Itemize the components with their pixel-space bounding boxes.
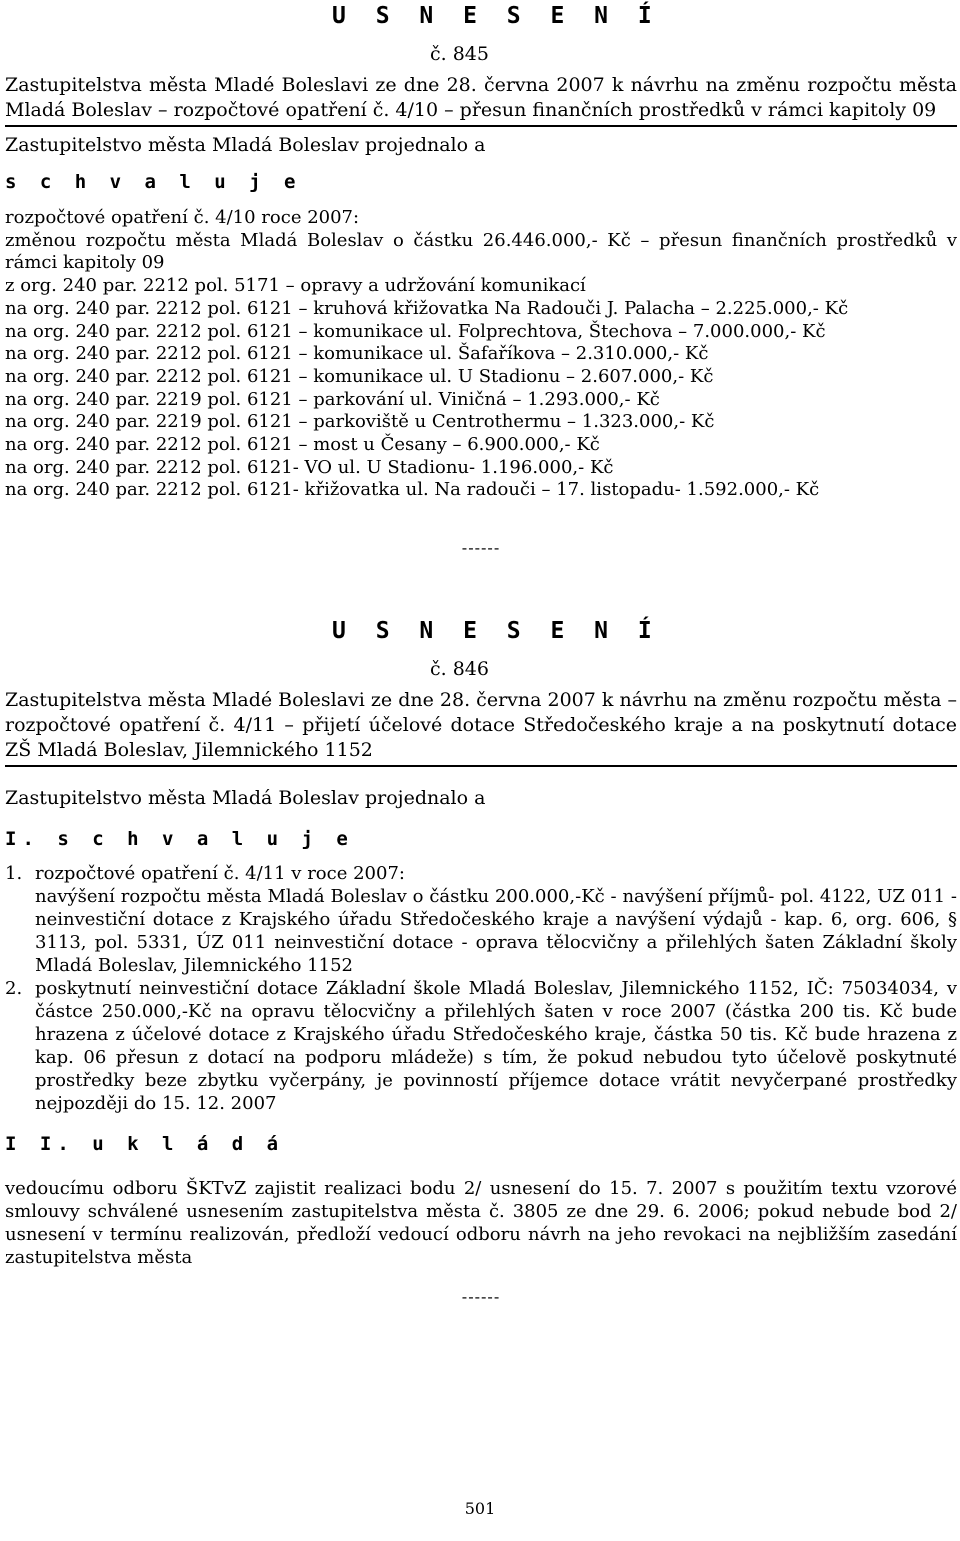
projednalo-text: Zastupitelstvo města Mladá Boleslav projednalo a (5, 787, 486, 810)
divider-line (5, 125, 957, 127)
page-number: 501 (464, 1499, 496, 1518)
uklada-text: vedoucímu odboru ŠKTvZ zajistit realizaci bodu 2/ usnesení do 15. 7. 2007 s použitím textu vzorové smlouvy schválené usnesením zastupitelstva města č. 3805 ze dne 29. 6. 2006; pokud nebude bod 2/ usnesení v termínu realizován, předloží vedoucí odboru návrh na jeho revokaci na nejbližším zasedání zastupitelstva města (5, 1178, 957, 1269)
separator: ------ (461, 1287, 501, 1307)
resolution-number: č. 846 (430, 658, 489, 681)
budget-line: z org. 240 par. 2212 pol. 5171 – opravy a udržování komunikací (5, 275, 586, 297)
budget-lines (5, 207, 957, 502)
budget-line: na org. 240 par. 2212 pol. 6121 – kruhová křižovatka Na Radouči J. Palacha – 2.225.000,- Kč (5, 297, 849, 319)
uklada-label: I I. u k l á d á (5, 1133, 285, 1156)
budget-line: rozpočtové opatření č. 4/10 roce 2007: (5, 207, 360, 228)
item-head: rozpočtové opatření č. 4/11 v roce 2007: (35, 863, 405, 885)
budget-line: na org. 240 par. 2219 pol. 6121 – parkování ul. Viničná – 1.293.000,- Kč (5, 388, 660, 410)
item-text: poskytnutí neinvestiční dotace Základní škole Mladá Boleslav, Jilemnického 1152, IČ: 75034034, v částce 250.000,-Kč na opravu tělocvičny a přilehlých šaten v roce 2007 (částka 200 tis. Kč bude hrazena z účelové dotace z Krajského úřadu Středočeského kraje, částka 50 tis. Kč bude hrazena z kap. 06 přesun z dotací na podporu mládeže) s tím, že pokud nebudou tyto účelově poskytnuté prostředky beze zbytku vyčerpány, je povinností příjemce dotace vrátit nevyčerpané prostředky nejpozději do 15. 12. 2007 (35, 978, 957, 1115)
resolution-intro: Zastupitelstva města Mladé Boleslavi ze dne 28. června 2007 k návrhu na změnu rozpočtu města Mladá Boleslav – rozpočtové opatření č. 4/10 – přesun finančních prostředků v rámci kapitoly 09 (5, 74, 957, 121)
item-number: 1. (5, 863, 23, 885)
resolution-heading: U S N E S E N Í (332, 3, 660, 29)
divider-line (5, 765, 957, 767)
budget-line: na org. 240 par. 2212 pol. 6121 – komunikace ul. U Stadionu – 2.607.000,- Kč (5, 365, 714, 387)
schvaluje-label: s c h v a l u j e (5, 171, 302, 193)
schvaluje-label: I. s c h v a l u j e (5, 828, 354, 851)
budget-line: na org. 240 par. 2212 pol. 6121 – most u Česany – 6.900.000,- Kč (5, 434, 600, 456)
projednalo-text: Zastupitelstvo města Mladá Boleslav projednalo a (5, 134, 486, 156)
budget-line: na org. 240 par. 2212 pol. 6121 – komunikace ul. Šafaříkova – 2.310.000,- Kč (5, 343, 709, 365)
list-item (5, 862, 957, 977)
item-number: 2. (5, 978, 23, 1000)
list-item (5, 977, 957, 1115)
resolution-intro: Zastupitelstva města Mladé Boleslavi ze dne 28. června 2007 k návrhu na změnu rozpočtu města – rozpočtové opatření č. 4/11 – přijetí účelové dotace Středočeského kraje a na poskytnutí dotace ZŠ Mladá Boleslav, Jilemnického 1152 (5, 689, 957, 762)
document-page (5, 0, 957, 1308)
separator: ------ (461, 538, 501, 558)
budget-line: na org. 240 par. 2212 pol. 6121 – komunikace ul. Folprechtova, Štechova – 7.000.000,- Kč (5, 320, 826, 342)
budget-line: na org. 240 par. 2219 pol. 6121 – parkoviště u Centrothermu – 1.323.000,- Kč (5, 411, 715, 433)
approval-list (5, 862, 957, 1115)
budget-line: na org. 240 par. 2212 pol. 6121- křižovatka ul. Na radouči – 17. listopadu- 1.592.000,- Kč (5, 479, 820, 501)
resolution-heading: U S N E S E N Í (332, 618, 660, 645)
budget-line: na org. 240 par. 2212 pol. 6121- VO ul. U Stadionu- 1.196.000,- Kč (5, 456, 614, 478)
budget-line: změnou rozpočtu města Mladá Boleslav o částku 26.446.000,- Kč – přesun finančních prostředků v rámci kapitoly 09 (5, 229, 957, 274)
item-text: navýšení rozpočtu města Mladá Boleslav o částku 200.000,-Kč - navýšení příjmů- pol. 4122, UZ 011 - neinvestiční dotace z Krajského úřadu Středočeského kraje a navýšení výdajů - kap. 6, org. 606, § 3113, pol. 5331, ÚZ 011 neinvestiční dotace - oprava tělocvičny a přilehlých šaten Základní školy Mladá Boleslav, Jilemnického 1152 (35, 886, 957, 977)
resolution-number: č. 845 (430, 43, 489, 65)
